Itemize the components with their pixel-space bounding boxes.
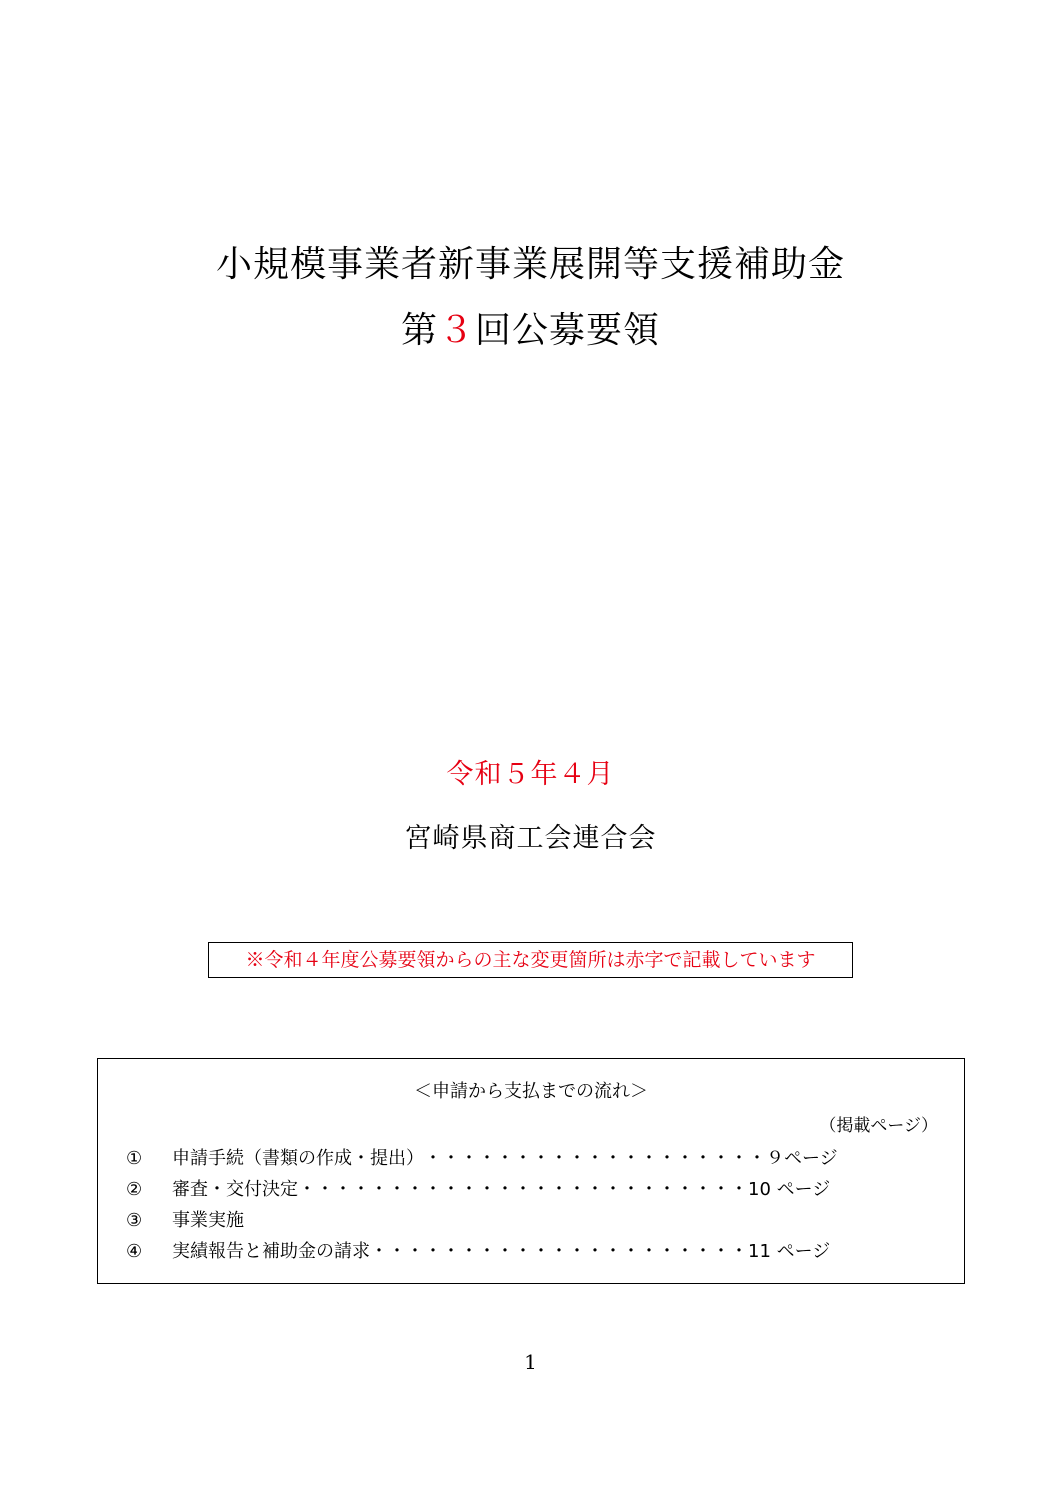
flow-item-leader-dots: ・・・・・・・・・・・・・・・・・・・ (424, 1148, 766, 1169)
flow-item (126, 1236, 926, 1267)
issue-date: 令和５年４月 (446, 759, 615, 790)
change-notice: ※令和４年度公募要領からの主な変更箇所は赤字で記載しています (208, 942, 853, 978)
flow-item-leader-dots: ・・・・・・・・・・・・・・・・・・・・・・・・・ (298, 1179, 748, 1200)
subtitle-round-number: ３ (437, 310, 475, 351)
flow-item (126, 1205, 926, 1236)
flow-item-number: ① (126, 1148, 143, 1169)
flow-item-number: ④ (126, 1241, 143, 1262)
application-flow-box (97, 1058, 965, 1284)
flow-item-page: ９ページ (766, 1148, 838, 1169)
flow-item-leader-dots: ・・・・・・・・・・・・・・・・・・・・・ (370, 1241, 748, 1262)
subtitle-suffix: 回公募要領 (475, 310, 661, 351)
flow-item-page: 11 ページ (748, 1241, 831, 1262)
flow-item-number: ③ (126, 1210, 143, 1231)
flow-page-column-label: （掲載ページ） (819, 1116, 938, 1136)
flow-item-label: 実績報告と補助金の請求 (172, 1241, 370, 1262)
flow-item-page: 10 ページ (748, 1179, 831, 1200)
flow-item-label: 事業実施 (172, 1210, 244, 1231)
flow-list (126, 1143, 926, 1267)
document-title: 小規模事業者新事業展開等支援補助金 (215, 244, 845, 285)
flow-item-number: ② (126, 1179, 143, 1200)
flow-item (126, 1143, 926, 1174)
flow-item (126, 1174, 926, 1205)
organization-name: 宮崎県商工会連合会 (404, 823, 657, 854)
subtitle-prefix: 第 (400, 310, 438, 351)
flow-heading: ＜申請から支払までの流れ＞ (414, 1081, 648, 1102)
flow-item-label: 審査・交付決定 (172, 1179, 298, 1200)
page-number: 1 (524, 1350, 537, 1374)
document-subtitle (0, 302, 1061, 353)
flow-item-label: 申請手続（書類の作成・提出） (172, 1148, 424, 1169)
